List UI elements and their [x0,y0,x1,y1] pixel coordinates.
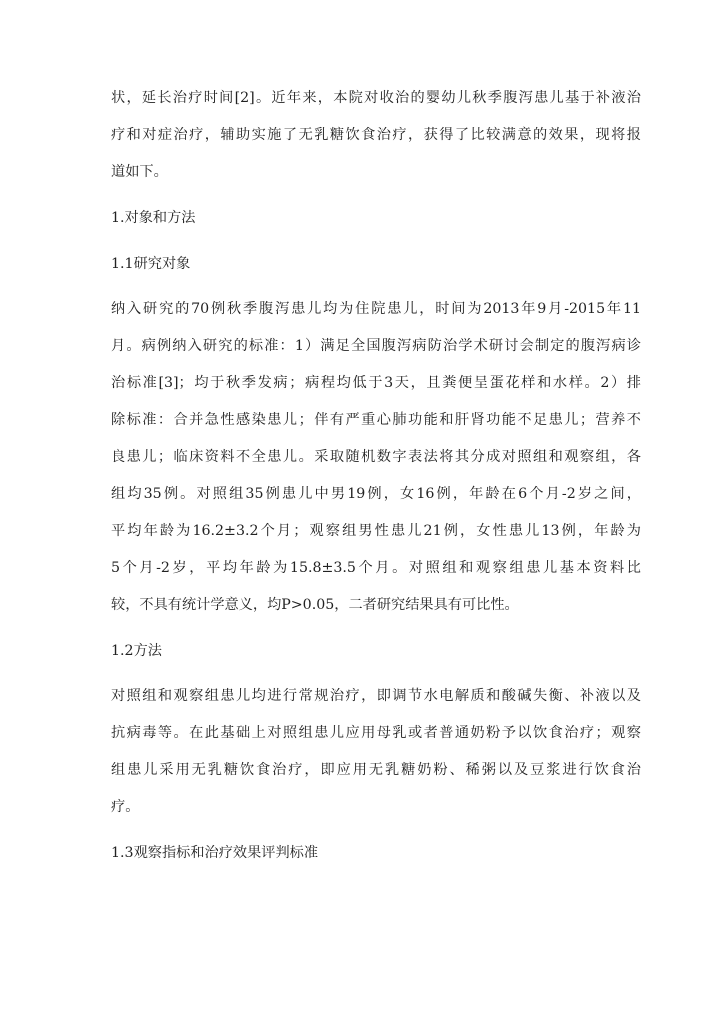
paragraph-line: 抗病毒等。在此基础上对照组患儿应用母乳或者普通奶粉予以饮食治疗；观察 [111,725,641,741]
paragraph-line: 对照组和观察组患儿均进行常规治疗，即调节水电解质和酸碱失衡、补液以及 [111,688,641,704]
paragraph-line: 除标准：合并急性感染患儿；伴有严重心肺功能和肝肾功能不足患儿；营养不 [111,412,641,428]
paragraph-line: 组均35例。对照组35例患儿中男19例，女16例，年龄在6个月-2岁之间， [111,486,641,502]
subsection-heading: 1.2方法 [111,643,162,659]
paragraph-line: 组患儿采用无乳糖饮食治疗，即应用无乳糖奶粉、稀粥以及豆浆进行饮食治 [111,762,641,778]
paragraph-line: 5个月-2岁，平均年龄为15.8±3.5个月。对照组和观察组患儿基本资料比 [111,560,641,576]
section-heading: 1.对象和方法 [111,210,196,226]
paragraph-line: 良患儿；临床资料不全患儿。采取随机数字表法将其分成对照组和观察组，各 [111,449,641,465]
paragraph-line: 疗和对症治疗，辅助实施了无乳糖饮食治疗，获得了比较满意的效果，现将报 [111,127,641,143]
paragraph-line: 道如下。 [111,164,168,180]
paragraph-line: 治标准[3]；均于秋季发病；病程均低于3天，且粪便呈蛋花样和水样。2）排 [111,375,641,391]
subsection-heading: 1.1研究对象 [111,256,191,272]
paragraph-line: 平均年龄为16.2±3.2个月；观察组男性患儿21例，女性患儿13例，年龄为 [111,523,641,539]
subsection-heading: 1.3观察指标和治疗效果评判标准 [111,845,319,861]
paragraph-line: 疗。 [111,799,140,815]
paragraph-line: 纳入研究的70例秋季腹泻患儿均为住院患儿，时间为2013年9月-2015年11 [111,301,641,317]
paragraph-line: 月。病例纳入研究的标准：1）满足全国腹泻病防治学术研讨会制定的腹泻病诊 [111,338,641,354]
paragraph-line: 状，延长治疗时间[2]。近年来，本院对收治的婴幼儿秋季腹泻患儿基于补液治 [111,90,641,106]
paragraph-line: 较，不具有统计学意义，均P>0.05，二者研究结果具有可比性。 [111,597,519,613]
